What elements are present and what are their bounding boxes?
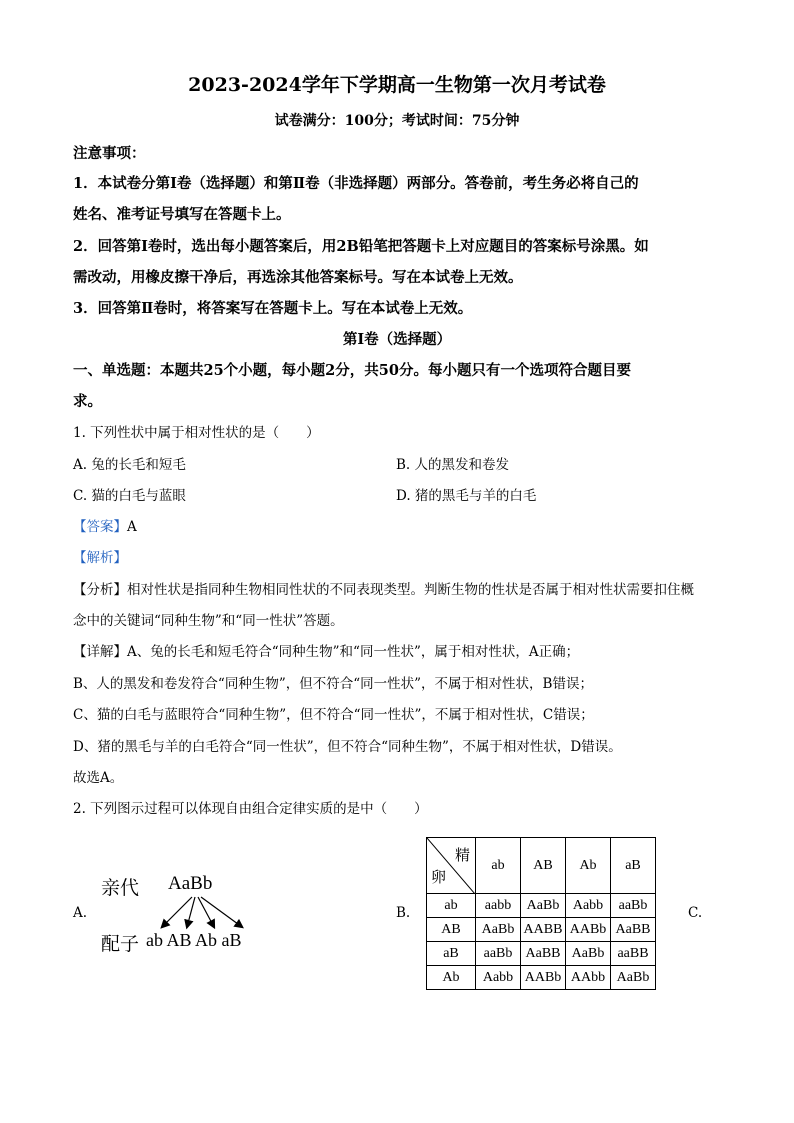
gamete: AB — [166, 930, 192, 950]
q1-analysis-label: 【解析】 — [73, 550, 127, 566]
exam-subtitle: 试卷满分：100分；考试时间：75分钟 — [274, 113, 520, 129]
punnett-corner — [427, 838, 476, 894]
punnett-cell: AaBB — [521, 942, 566, 966]
q1-detail-c: C、猫的白毛与蓝眼符合“同种生物”，但不符合“同一性状”，不属于相对性状，C错误； — [73, 707, 594, 723]
gamete-label: 配子 — [101, 934, 140, 955]
q1-stem: 1. 下列性状中属于相对性状的是（ ） — [73, 425, 320, 441]
section-title: 第Ⅰ卷（选择题） — [342, 331, 452, 348]
gamete: Ab — [195, 930, 218, 950]
punnett-cell: aaBb — [476, 942, 521, 966]
note-2-line-1: 2．回答第Ⅰ卷时，选出每小题答案后，用2B铅笔把答题卡上对应题目的答案标号涂黑。如 — [73, 238, 649, 255]
q1-detail-d: D、猪的黑毛与羊的白毛符合“同一性状”，但不符合“同种生物”，不属于相对性状，D错误。 — [73, 739, 622, 755]
answer-value: A — [127, 519, 137, 535]
punnett-row-header: aB — [427, 942, 476, 966]
q1-detail-a — [73, 640, 579, 660]
gamete: ab — [146, 930, 163, 950]
punnett-cell: Aabb — [566, 894, 611, 918]
notes-heading: 注意事项： — [73, 145, 146, 162]
section-instructions-line-2: 求。 — [73, 393, 102, 410]
detail-a-text: A、兔的长毛和短毛符合“同种生物”和“同一性状”，属于相对性状，A正确； — [127, 644, 580, 660]
q1-option-c: C. 猫的白毛与蓝眼 — [73, 488, 186, 504]
q2-option-a-label: A. — [73, 905, 88, 921]
punnett-cell: AaBb — [476, 918, 521, 942]
punnett-cell: AAbb — [566, 966, 611, 990]
egg-label: 卵 — [431, 868, 447, 886]
arrow-to-Ab — [198, 897, 214, 927]
note-3: 3．回答第Ⅱ卷时，将答案写在答题卡上。写在本试卷上无效。 — [73, 300, 473, 317]
q1-fenxi-line-1 — [73, 578, 694, 598]
parent-genotype: AaBb — [168, 873, 213, 894]
gamete-arrows — [140, 895, 270, 935]
punnett-cell: AABb — [566, 918, 611, 942]
gamete-list — [146, 930, 242, 951]
punnett-row — [427, 942, 656, 966]
q1-conclusion: 故选A。 — [73, 770, 124, 786]
punnett-cell: AaBb — [611, 966, 656, 990]
punnett-row-header: ab — [427, 894, 476, 918]
q2-option-b-label: B. — [396, 905, 411, 921]
punnett-square — [426, 837, 656, 990]
punnett-col-header: aB — [611, 838, 656, 894]
punnett-cell: AaBb — [521, 894, 566, 918]
punnett-header-row — [427, 838, 656, 894]
punnett-row-header: AB — [427, 918, 476, 942]
punnett-cell: Aabb — [476, 966, 521, 990]
punnett-col-header: ab — [476, 838, 521, 894]
gamete: aB — [221, 930, 242, 950]
punnett-cell: aabb — [476, 894, 521, 918]
q1-option-d: D. 猪的黑毛与羊的白毛 — [396, 488, 537, 504]
arrow-to-ab — [162, 897, 192, 927]
q2-stem: 2. 下列图示过程可以体现自由组合定律实质的是中（ ） — [73, 801, 428, 817]
q1-detail-b: B、人的黑发和卷发符合“同种生物”，但不符合“同一性状”，不属于相对性状，B错误； — [73, 676, 593, 692]
section-instructions-line-1: 一、单选题：本题共25个小题，每小题2分，共50分。每小题只有一个选项符合题目要 — [73, 362, 631, 379]
punnett-col-header: Ab — [566, 838, 611, 894]
punnett-col-header: AB — [521, 838, 566, 894]
punnett-cell: AABB — [521, 918, 566, 942]
punnett-row-header: Ab — [427, 966, 476, 990]
sperm-label: 精 — [454, 846, 470, 864]
fenxi-text: 相对性状是指同种生物相同性状的不同表现类型。判断生物的性状是否属于相对性状需要扣住概 — [127, 582, 694, 598]
arrow-to-aB — [201, 897, 242, 927]
punnett-cell: aaBB — [611, 942, 656, 966]
detail-label: 【详解】 — [73, 644, 127, 660]
q1-answer — [73, 515, 137, 535]
exam-title: 2023-2024学年下学期高一生物第一次月考试卷 — [188, 74, 606, 96]
punnett-cell: AaBb — [566, 942, 611, 966]
parent-label: 亲代 — [101, 878, 140, 899]
note-1-line-1: 1．本试卷分第Ⅰ卷（选择题）和第Ⅱ卷（非选择题）两部分。答卷前，考生务必将自己的 — [73, 175, 639, 192]
punnett-row — [427, 894, 656, 918]
note-1-line-2: 姓名、准考证号填写在答题卡上。 — [73, 206, 291, 223]
punnett-row — [427, 918, 656, 942]
q1-fenxi-line-2: 念中的关键词“同种生物”和“同一性状”答题。 — [73, 613, 344, 629]
punnett-cell: aaBb — [611, 894, 656, 918]
q1-option-a: A. 兔的长毛和短毛 — [73, 457, 186, 473]
punnett-cell: AABb — [521, 966, 566, 990]
q2-option-c-label: C. — [688, 905, 703, 921]
answer-label: 【答案】 — [73, 519, 127, 535]
fenxi-label: 【分析】 — [73, 582, 127, 598]
q1-option-b: B. 人的黑发和卷发 — [396, 457, 510, 473]
punnett-cell: AaBB — [611, 918, 656, 942]
punnett-row — [427, 966, 656, 990]
note-2-line-2: 需改动，用橡皮擦干净后，再选涂其他答案标号。写在本试卷上无效。 — [73, 269, 523, 286]
